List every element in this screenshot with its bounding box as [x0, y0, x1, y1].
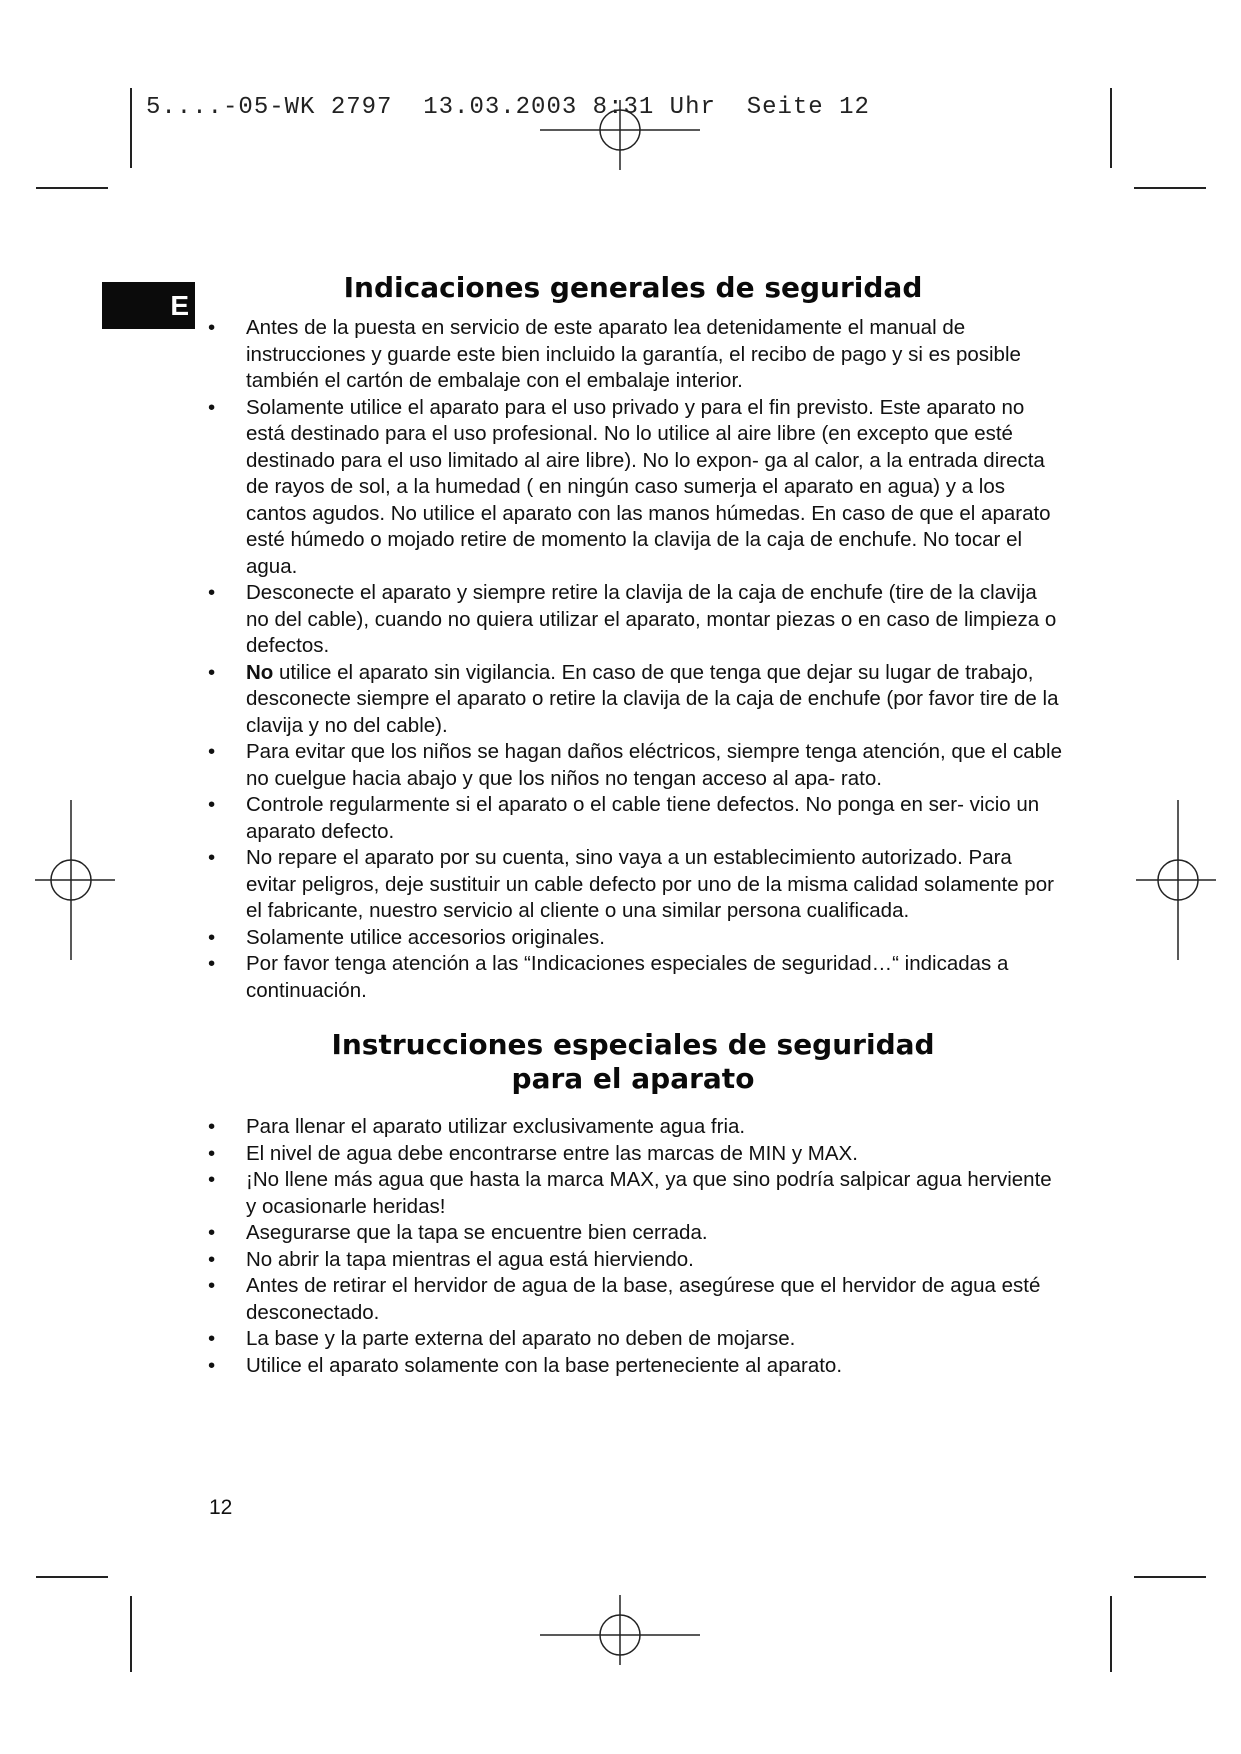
language-tab: E — [102, 282, 195, 329]
list-item-rest: aparato no está destinado para el uso profesional. No lo utilice al aire libre (en excepto que esté destinado para el uso limitado al aire libre). No lo expon- ga al calor, a la entrada directa de rayos de sol, a la humedad ( en ningún caso sumerja el aparato en agua) y a los cantos agudos. No utilice el aparato con las manos húmedas. En caso de que el aparato esté húmedo o mojado retire de momento la clavija de la caja de enchufe. No tocar el agua. — [246, 395, 1051, 578]
list-item-rest: indicadas a continuación. — [246, 952, 1009, 1002]
list-item — [205, 1326, 1065, 1353]
list-item-rest: la clavija no del cable), cuando no quiera utilizar el aparato, montar piezas o en caso de limpieza o defectos. — [246, 581, 1057, 657]
list-item-rest: vicio un aparato defecto. — [246, 793, 1040, 843]
list-item-first-line: utilice el aparato sin vigilancia. En caso de que tenga que dejar su lugar de — [273, 660, 960, 684]
list-item-rest: herviente y ocasionarle heridas! — [246, 1168, 1052, 1218]
crop-mark-bottom-right-horizontal — [1134, 1576, 1206, 1578]
list-item — [205, 925, 1065, 952]
crop-mark-bottom-left-horizontal — [36, 1576, 108, 1578]
general-safety-title: Indicaciones generales de seguridad — [343, 271, 923, 304]
special-safety-title-line1: Instrucciones especiales de seguridad — [331, 1028, 935, 1061]
crop-mark-top-right-vertical — [1110, 88, 1112, 168]
list-item-first-line: No repare el aparato por su cuenta, sino vaya a un establecimiento autorizado. — [246, 846, 963, 869]
list-item-first-line: Por favor tenga atención a las “Indicaciones especiales de seguridad…“ — [246, 952, 899, 975]
registration-mark-right — [1136, 800, 1216, 960]
printer-slug-line: 5....-05-WK 2797 13.03.2003 8:31 Uhr Seite 12 — [146, 94, 870, 121]
general-safety-list — [205, 315, 1065, 1004]
list-item — [205, 951, 1065, 1004]
list-item — [205, 845, 1065, 925]
list-item-first-line: Solamente utilice accesorios originales. — [246, 925, 605, 949]
crop-mark-top-right-horizontal — [1134, 187, 1206, 189]
list-item — [205, 395, 1065, 581]
list-item-first-line: Antes de la puesta en servicio de este aparato lea detenidamente el manual de — [246, 316, 966, 339]
list-item-first-line: ¡No llene más agua que hasta la marca MAX, ya que sino podría salpicar agua — [246, 1168, 962, 1191]
crop-mark-top-left-horizontal — [36, 187, 108, 189]
list-item-first-line: Para llenar el aparato utilizar exclusivamente agua fria. — [246, 1115, 746, 1138]
registration-mark-left — [35, 800, 115, 960]
list-item-first-line: Controle regularmente si el aparato o el cable tiene defectos. No ponga en ser- — [246, 793, 964, 816]
crop-mark-bottom-left-vertical — [130, 1596, 132, 1672]
crop-mark-top-left-vertical — [130, 88, 132, 168]
list-item — [205, 1114, 1065, 1141]
special-safety-list — [205, 1114, 1065, 1379]
list-item-first-line: Asegurarse que la tapa se encuentre bien cerrada. — [246, 1221, 708, 1244]
list-item-first-line: No abrir la tapa mientras el agua está hierviendo. — [246, 1247, 694, 1271]
list-item-first-line: El nivel de agua debe encontrarse entre las marcas de MIN y MAX. — [246, 1141, 858, 1165]
list-item-first-line: La base y la parte externa del aparato no deben de mojarse. — [246, 1327, 796, 1350]
list-item — [205, 1247, 1065, 1274]
list-item — [205, 739, 1065, 792]
page-content — [205, 271, 1065, 1379]
list-item-rest: instrucciones y guarde este bien incluido la garantía, el recibo de pago y si es posible también el cartón de embalaje con el embalaje interior. — [246, 342, 1021, 392]
list-item — [205, 660, 1065, 740]
special-safety-title-line2: para el aparato — [511, 1062, 755, 1095]
list-item-first-line: Antes de retirar el hervidor de agua de la base, asegúrese que el hervidor de — [246, 1274, 945, 1297]
crop-mark-bottom-right-vertical — [1110, 1596, 1112, 1672]
list-item-rest: que el cable no cuelgue hacia abajo y que los niños no tengan acceso al apa- rato. — [246, 740, 1062, 790]
list-item-rest: Para evitar peligros, deje sustituir un cable defecto por uno de la misma calidad solamente por el fabricante, nuestro servicio al cliente o una similar persona cualificada. — [246, 846, 1054, 922]
registration-mark-bottom — [540, 1595, 700, 1665]
special-safety-title — [201, 1028, 1065, 1096]
registration-mark-top — [540, 100, 700, 170]
page-number: 12 — [209, 1496, 233, 1519]
list-item — [205, 1273, 1065, 1326]
list-item-rest: trabajo, desconecte siempre el aparato o retire la clavija de la caja de enchufe (por favor tire de la clavija y no del cable). — [246, 660, 1059, 737]
list-item-first-line: Utilice el aparato solamente con la base perteneciente al aparato. — [246, 1353, 843, 1377]
list-item-first-line: Desconecte el aparato y siempre retire la clavija de la caja de enchufe (tire de — [246, 581, 953, 604]
list-item — [205, 1353, 1065, 1380]
list-item — [205, 1167, 1065, 1220]
list-item-rest: agua esté desconectado. — [246, 1274, 1041, 1324]
list-item — [205, 580, 1065, 660]
list-item — [205, 315, 1065, 395]
list-item-first-line: Para evitar que los niños se hagan daños eléctricos, siempre tenga atención, — [246, 740, 946, 763]
list-item — [205, 1220, 1065, 1247]
list-item — [205, 1141, 1065, 1168]
list-item-bold-word: No — [246, 660, 274, 684]
list-item-first-line: Solamente utilice el aparato para el uso privado y para el fin previsto. Este — [246, 395, 921, 419]
list-item — [205, 792, 1065, 845]
